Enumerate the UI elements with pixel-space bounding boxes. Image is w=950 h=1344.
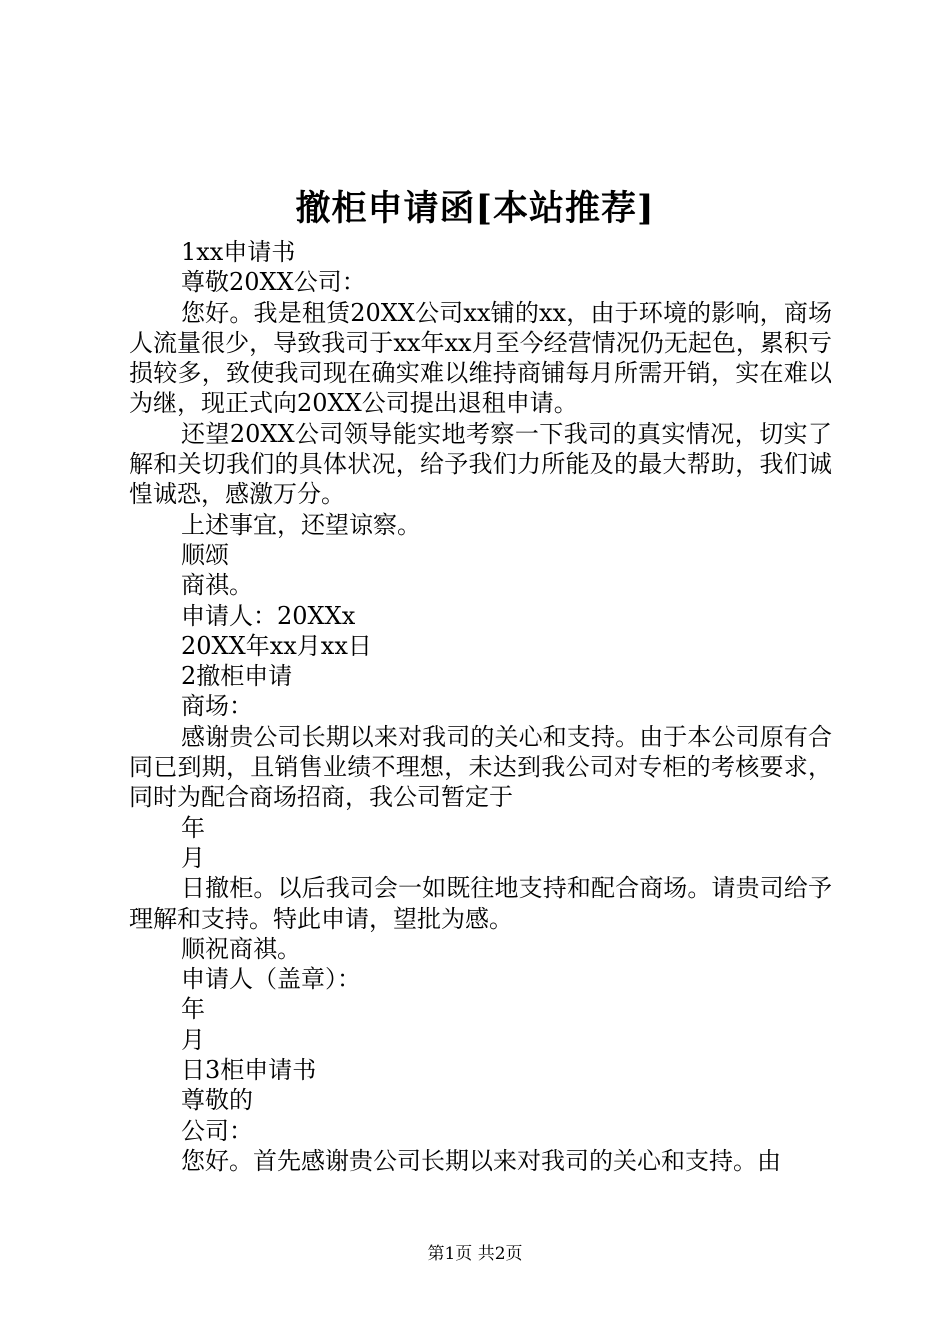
paragraph: 年 [181,813,205,842]
paragraph: 月 [181,843,205,872]
paragraph: 还望20XX公司领导能实地考察一下我司的真实情况，切实了解和关切我们的具体状况，给予我们力所能及的最大帮助，我们诚惶诚恐，感激万分。 [129,419,832,509]
paragraph: 商祺。 [181,571,253,600]
document-body [129,237,832,1176]
document-title: 撤柜申请函[本站推荐] [295,188,655,229]
paragraph: 1xx申请书 [181,238,296,266]
paragraph: 月 [181,1025,205,1054]
paragraph: 尊敬20XX公司： [181,268,366,297]
paragraph: 年 [181,995,205,1024]
paragraph: 日3柜申请书 [181,1056,317,1085]
paragraph: 您好。首先感谢贵公司长期以来对我司的关心和支持。由 [181,1146,781,1175]
paragraph: 20XX年xx月xx日 [181,631,372,660]
paragraph: 申请人：20XXx [181,601,356,630]
paragraph: 顺颂 [181,540,229,569]
paragraph: 尊敬的 [181,1086,253,1115]
paragraph: 感谢贵公司长期以来对我司的关心和支持。由于本公司原有合同已到期，且销售业绩不理想，未达到我公司对专柜的考核要求，同时为配合商场招商，我公司暂定于 [129,722,832,812]
paragraph: 商场： [181,692,253,721]
paragraph: 顺祝商祺。 [181,934,301,963]
paragraph: 日撤柜。以后我司会一如既往地支持和配合商场。请贵司给予理解和支持。特此申请，望批为感。 [129,874,832,933]
paragraph: 您好。我是租赁20XX公司xx铺的xx，由于环境的影响，商场人流量很少，导致我司于xx年xx月至今经营情况仍无起色，累积亏损较多，致使我司现在确实难以维持商铺每月所需开销，实在难以为继，现正式向20XX公司提出退租申请。 [129,298,832,418]
paragraph: 公司： [181,1116,253,1145]
paragraph: 2撤柜申请 [181,662,293,691]
page-footer: 第1页 共2页 [427,1244,523,1264]
paragraph: 申请人（盖章）： [181,965,361,994]
paragraph: 上述事宜，还望谅察。 [181,510,421,539]
